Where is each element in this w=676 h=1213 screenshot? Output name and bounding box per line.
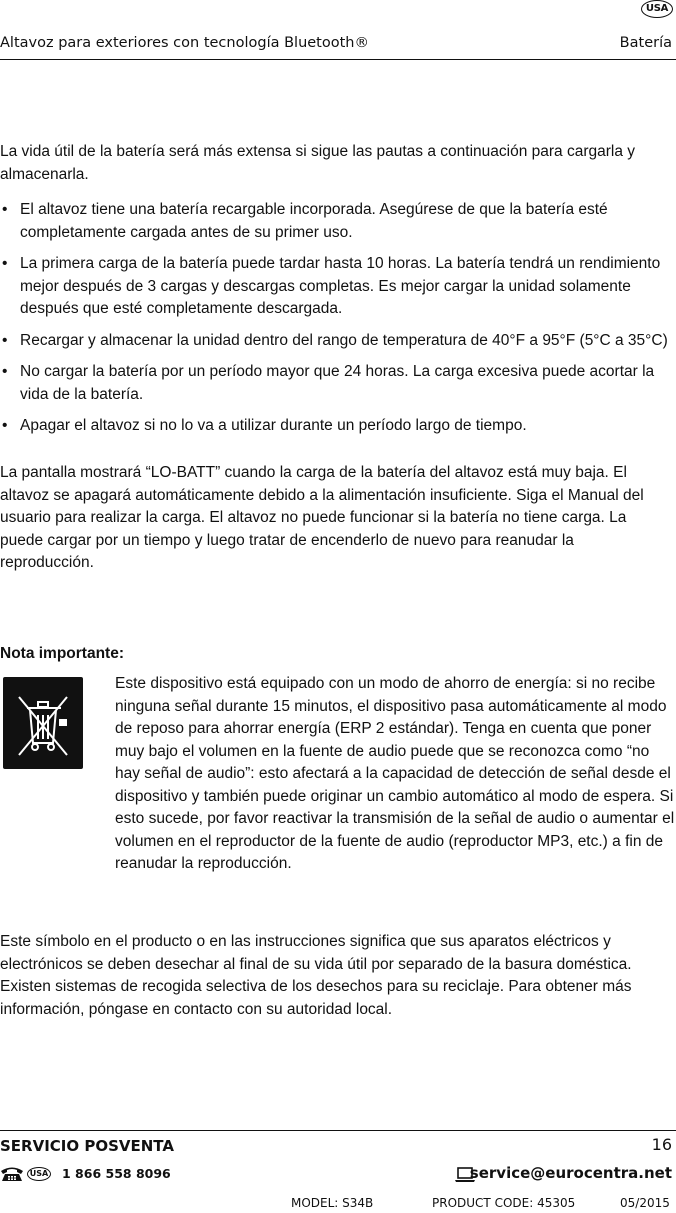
weee-paragraph: Este símbolo en el producto o en las instrucciones significa que sus aparatos eléctricos y electrónicos se deben desechar al final de su vida útil por separado de la basura doméstica. Existen sistemas de recogida selectiva de los desechos para su reciclaje. Para obtener más información, póngase en contacto con su autoridad local.: [0, 933, 632, 1018]
page-header: [0, 32, 676, 60]
list-item: • No cargar la batería por un período mayor que 24 horas. La carga excesiva puede acortar la vida de la batería.: [0, 361, 672, 406]
product-code-label: PRODUCT CODE: 45305: [432, 1196, 576, 1210]
phone-icon: [0, 1166, 24, 1187]
contact-row: [0, 1164, 676, 1186]
lobatt-paragraph: La pantalla mostrará “LO-BATT” cuando la carga de la batería del altavoz está muy baja. El altavoz se apagará automáticamente debido a la alimentación insuficiente. Siga el Manual del usuario para realizar la carga. El altavoz no puede funcionar si la batería no tiene carga. La puede cargar por un tiempo y luego tratar de encenderlo de nuevo para reanudar la reproducción.: [0, 464, 644, 571]
usa-badge-small-icon: USA: [27, 1167, 51, 1181]
nota-title: Nota importante:: [0, 645, 124, 662]
service-email: service@eurocentra.net: [469, 1164, 672, 1182]
header-title: Altavoz para exteriores con tecnología Bluetooth®: [0, 35, 369, 51]
usa-badge-icon: USA: [641, 0, 673, 18]
list-item: • Apagar el altavoz si no lo va a utilizar durante un período largo de tiempo.: [0, 415, 672, 438]
phone-number: 1 866 558 8096: [62, 1166, 171, 1181]
footer-divider: [0, 1130, 676, 1131]
nota-paragraph: Este dispositivo está equipado con un modo de ahorro de energía: si no recibe ninguna señal durante 15 minutos, el dispositivo pasa automáticamente al modo de reposo para ahorrar energía (ERP 2 estándar). Tenga en cuenta que poner muy bajo el volumen en la fuente de audio puede que se reconozca como “no hay señal de audio”: esto afectará a la capacidad de detección de señal desde el dispositivo y también puede originar un cambio automático al modo de espera. Si esto sucede, por favor reactivar la transmisión de la señal de audio o aumentar el volumen en el reproductor de la fuente de audio (reproductor MP3, etc.) a fin de reanudar la reproducción.: [115, 675, 675, 872]
crossed-bin-icon: [3, 677, 83, 769]
battery-guidelines-list: [0, 199, 672, 447]
list-item: • El altavoz tiene una batería recargable incorporada. Asegúrese de que la batería esté completamente cargada antes de su primer uso.: [0, 199, 672, 244]
intro-paragraph: La vida útil de la batería será más extensa si sigue las pautas a continuación para cargarla y almacenarla.: [0, 143, 636, 183]
list-item: • La primera carga de la batería puede tardar hasta 10 horas. La batería tendrá un rendimiento mejor después de 3 cargas y descargas completas. Es mejor cargar la unidad solamente después que esté completamente descargada.: [0, 253, 672, 321]
header-section: Batería: [619, 35, 672, 51]
model-label: MODEL: S34B: [291, 1196, 374, 1210]
service-title: SERVICIO POSVENTA: [0, 1137, 174, 1155]
list-item: • Recargar y almacenar la unidad dentro del rango de temperatura de 40°F a 95°F (5°C a 35°C): [0, 330, 672, 353]
date-label: 05/2015: [620, 1196, 670, 1210]
page-number: 16: [651, 1135, 672, 1154]
